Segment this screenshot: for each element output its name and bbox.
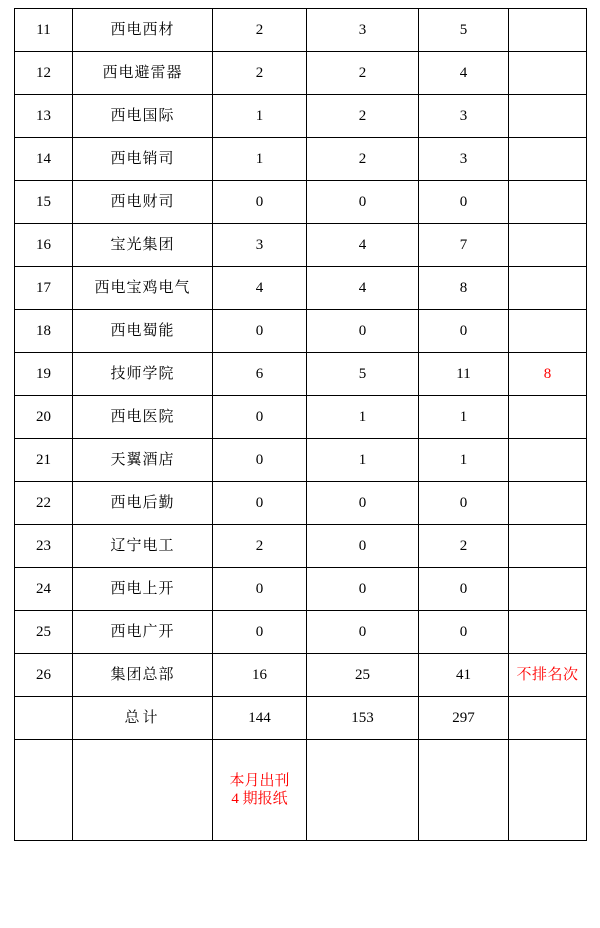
- row-index: 12: [15, 52, 73, 95]
- table-row: [15, 525, 587, 568]
- row-value-c: 0: [419, 310, 509, 353]
- row-value-c: 8: [419, 267, 509, 310]
- row-index: 11: [15, 9, 73, 52]
- row-value-a: 1: [213, 95, 307, 138]
- row-rank: [509, 439, 587, 482]
- row-rank: [509, 396, 587, 439]
- statistics-table: [14, 8, 587, 841]
- row-unit: 西电上开: [73, 568, 213, 611]
- row-value-b: 0: [307, 611, 419, 654]
- row-value-b: 5: [307, 353, 419, 396]
- footnote-publication: [213, 740, 307, 841]
- row-value-a: 6: [213, 353, 307, 396]
- row-rank: [509, 224, 587, 267]
- table-row: [15, 654, 587, 697]
- row-value-c: 0: [419, 611, 509, 654]
- row-unit: 西电避雷器: [73, 52, 213, 95]
- footnote-line-1: 本月出刊: [229, 773, 290, 789]
- row-value-b: 0: [307, 568, 419, 611]
- row-index: 25: [15, 611, 73, 654]
- row-value-a: 2: [213, 52, 307, 95]
- row-value-c: 4: [419, 52, 509, 95]
- table-row: [15, 482, 587, 525]
- row-unit: 宝光集团: [73, 224, 213, 267]
- row-value-b: 25: [307, 654, 419, 697]
- row-rank: [509, 525, 587, 568]
- row-value-b: 0: [307, 181, 419, 224]
- footnote-empty-d: [509, 740, 587, 841]
- row-value-b: 3: [307, 9, 419, 52]
- total-value-a: 144: [213, 697, 307, 740]
- row-value-a: 2: [213, 9, 307, 52]
- row-rank: 8: [509, 353, 587, 396]
- table-total-row: [15, 697, 587, 740]
- row-unit: 西电财司: [73, 181, 213, 224]
- row-value-c: 5: [419, 9, 509, 52]
- row-index: 16: [15, 224, 73, 267]
- table-row: [15, 568, 587, 611]
- row-rank: [509, 95, 587, 138]
- total-index: [15, 697, 73, 740]
- row-value-b: 4: [307, 224, 419, 267]
- row-rank: [509, 138, 587, 181]
- total-value-c: 297: [419, 697, 509, 740]
- row-value-b: 2: [307, 138, 419, 181]
- row-value-c: 3: [419, 138, 509, 181]
- table-row: [15, 224, 587, 267]
- table-row: [15, 95, 587, 138]
- footnote-empty-b: [307, 740, 419, 841]
- table-row: [15, 267, 587, 310]
- row-index: 21: [15, 439, 73, 482]
- row-unit: 集团总部: [73, 654, 213, 697]
- table-row: [15, 439, 587, 482]
- row-value-a: 1: [213, 138, 307, 181]
- row-index: 24: [15, 568, 73, 611]
- row-value-a: 2: [213, 525, 307, 568]
- row-value-a: 0: [213, 482, 307, 525]
- row-value-c: 0: [419, 568, 509, 611]
- row-value-b: 0: [307, 525, 419, 568]
- row-index: 19: [15, 353, 73, 396]
- table-row: [15, 181, 587, 224]
- row-value-a: 0: [213, 568, 307, 611]
- table-row: [15, 611, 587, 654]
- row-index: 15: [15, 181, 73, 224]
- row-value-a: 0: [213, 181, 307, 224]
- row-value-b: 0: [307, 310, 419, 353]
- row-unit: 西电西材: [73, 9, 213, 52]
- row-unit: 西电宝鸡电气: [73, 267, 213, 310]
- row-unit: 西电国际: [73, 95, 213, 138]
- footnote-empty-unit: [73, 740, 213, 841]
- row-value-c: 0: [419, 181, 509, 224]
- row-value-a: 4: [213, 267, 307, 310]
- row-value-b: 2: [307, 52, 419, 95]
- row-unit: 西电医院: [73, 396, 213, 439]
- row-rank: [509, 52, 587, 95]
- row-rank: [509, 181, 587, 224]
- row-value-c: 0: [419, 482, 509, 525]
- row-rank: [509, 9, 587, 52]
- row-index: 13: [15, 95, 73, 138]
- row-value-c: 1: [419, 439, 509, 482]
- row-value-a: 3: [213, 224, 307, 267]
- row-value-c: 7: [419, 224, 509, 267]
- row-index: 17: [15, 267, 73, 310]
- row-value-a: 0: [213, 310, 307, 353]
- footnote-empty-c: [419, 740, 509, 841]
- row-value-b: 4: [307, 267, 419, 310]
- row-value-a: 0: [213, 439, 307, 482]
- row-index: 23: [15, 525, 73, 568]
- table-row: [15, 9, 587, 52]
- footnote-line-2: 4 期报纸: [231, 791, 288, 807]
- row-rank: [509, 267, 587, 310]
- row-value-c: 41: [419, 654, 509, 697]
- row-rank: [509, 611, 587, 654]
- row-unit: 西电蜀能: [73, 310, 213, 353]
- row-unit: 天翼酒店: [73, 439, 213, 482]
- row-index: 14: [15, 138, 73, 181]
- row-rank: [509, 568, 587, 611]
- row-value-c: 2: [419, 525, 509, 568]
- document-page: [0, 8, 600, 928]
- row-value-c: 1: [419, 396, 509, 439]
- row-value-a: 16: [213, 654, 307, 697]
- row-unit: 西电后勤: [73, 482, 213, 525]
- row-value-b: 2: [307, 95, 419, 138]
- total-rank: [509, 697, 587, 740]
- row-index: 18: [15, 310, 73, 353]
- table-row: [15, 52, 587, 95]
- row-index: 20: [15, 396, 73, 439]
- table-footnote-row: [15, 740, 587, 841]
- row-unit: 辽宁电工: [73, 525, 213, 568]
- row-index: 22: [15, 482, 73, 525]
- total-label: 总计: [73, 697, 213, 740]
- row-value-c: 3: [419, 95, 509, 138]
- row-value-a: 0: [213, 611, 307, 654]
- total-value-b: 153: [307, 697, 419, 740]
- row-index: 26: [15, 654, 73, 697]
- row-rank: [509, 310, 587, 353]
- table-row: [15, 353, 587, 396]
- row-rank-note: 不排名次: [509, 654, 587, 697]
- row-value-a: 0: [213, 396, 307, 439]
- row-unit: 西电广开: [73, 611, 213, 654]
- row-rank: [509, 482, 587, 525]
- row-value-b: 0: [307, 482, 419, 525]
- row-value-c: 11: [419, 353, 509, 396]
- row-unit: 技师学院: [73, 353, 213, 396]
- table-row: [15, 310, 587, 353]
- table-row: [15, 138, 587, 181]
- table-row: [15, 396, 587, 439]
- row-value-b: 1: [307, 439, 419, 482]
- footnote-empty-index: [15, 740, 73, 841]
- row-value-b: 1: [307, 396, 419, 439]
- row-unit: 西电销司: [73, 138, 213, 181]
